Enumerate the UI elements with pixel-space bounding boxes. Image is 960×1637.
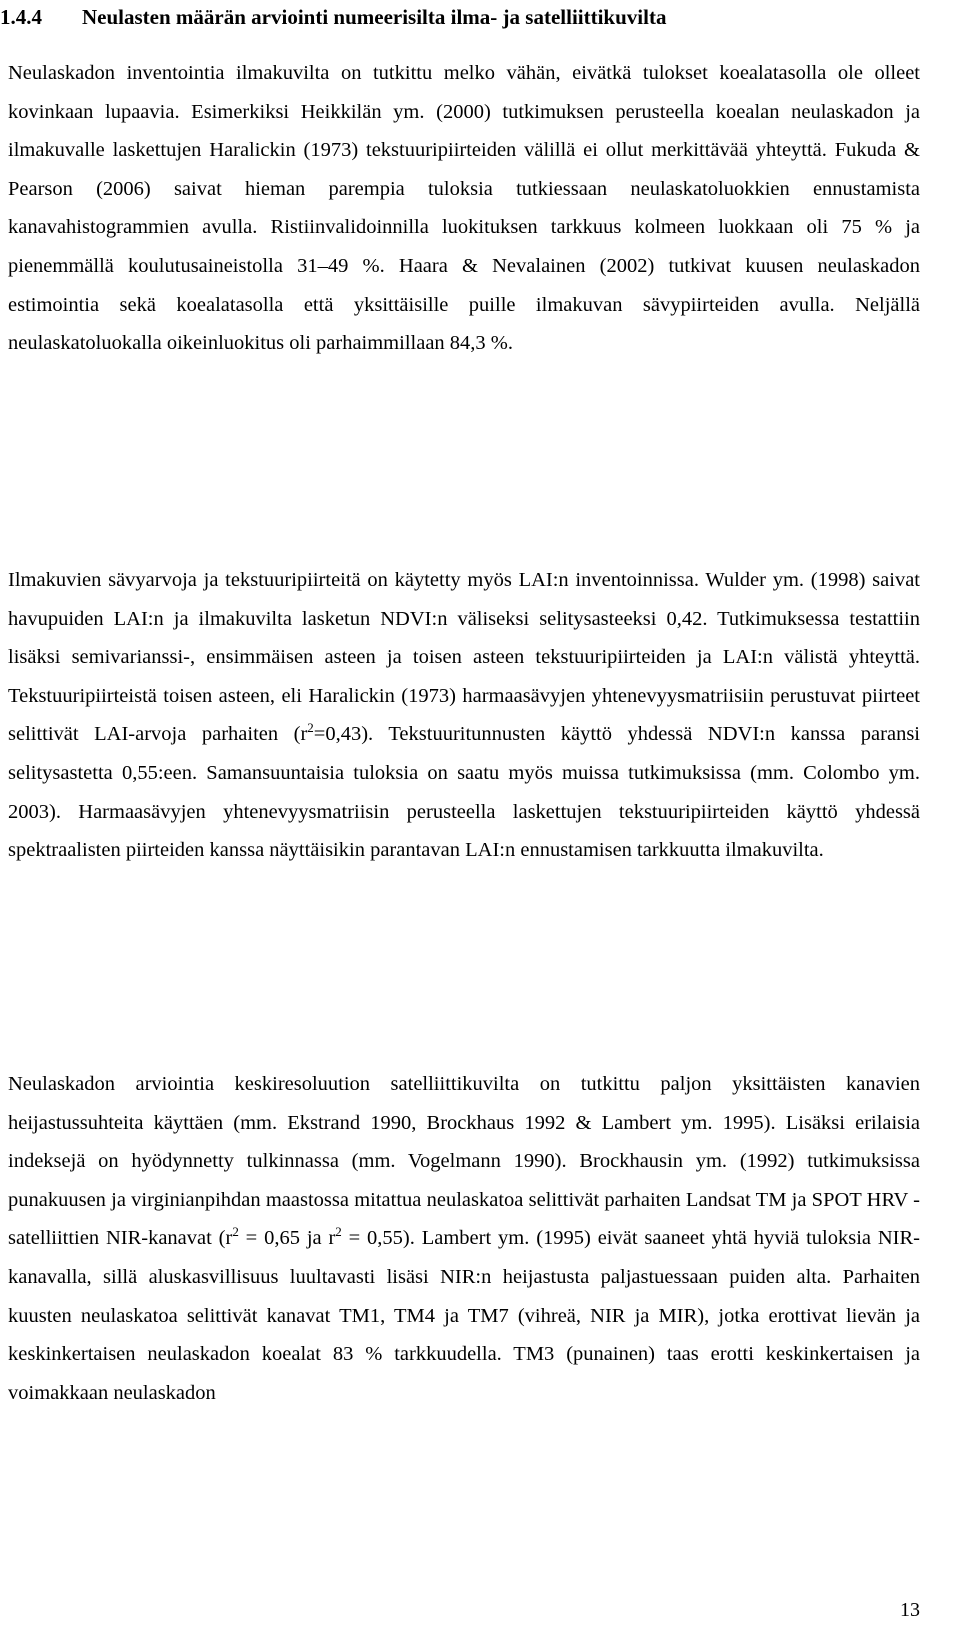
paragraph-3-part-c: = 0,55). Lambert ym. (1995) eivät saaneet yhtä hyviä tuloksia NIR-kanavalla, sillä aluskasvillisuus luultavasti lisäsi NIR:n heijastusta paljastuessaan puiden alta. Parhaiten kuusten neulaskatoa selittivät kanavat TM1, TM4 ja TM7 (vihreä, NIR ja MIR), jotka erottivat lievän ja keskinkertaisen neulaskadon koealat 83 % tarkkuudella. TM3 (punainen) taas erotti keskinkertaisen ja voimakkaan neulaskadon (8, 1227, 920, 1404)
superscript-2: 2 (335, 1224, 342, 1240)
paragraph-2-part-b: =0,43). Tekstuuritunnusten käyttö yhdessä NDVI:n kanssa paransi selitysastetta 0,55:een. Samansuuntaisia tuloksia on saatu myös muissa tutkimuksissa (mm. Colombo ym. 2003). Harmaasävyjen yhtenevyysmatriisin perusteella laskettujen tekstuuripiirteiden käyttö yhdessä spektraalisten piirteiden kanssa näyttäisikin parantavan LAI:n ennustamisen tarkkuutta ilmakuvilta. (8, 723, 920, 862)
section-heading (0, 3, 920, 31)
section-number: 1.4.4 (0, 5, 42, 29)
page-number: 13 (900, 1599, 920, 1621)
section-title: Neulasten määrän arviointi numeerisilta ilma- ja satelliittikuvilta (82, 5, 667, 29)
superscript-2: 2 (232, 1224, 239, 1240)
paragraph-3-part-a: Neulaskadon arviointia keskiresoluution satelliittikuvilta on tutkittu paljon yksittäisten kanavien heijastussuhteita käyttäen (mm. Ekstrand 1990, Brockhaus 1992 & Lambert ym. 1995). Lisäksi erilaisia indeksejä on hyödynnetty tulkinnassa (mm. Vogelmann 1990). Brockhausin ym. (1992) tutkimuksissa punakuusen ja virginianpihdan maastossa mitattua neulaskatoa selittivät parhaiten Landsat TM ja SPOT HRV -satelliittien NIR-kanavat (r (8, 1073, 920, 1250)
paragraph-3 (8, 1065, 920, 1412)
superscript-2: 2 (307, 720, 314, 736)
paragraph-1: Neulaskadon inventointia ilmakuvilta on tutkittu melko vähän, eivätkä tulokset koealatasolla ole olleet kovinkaan lupaavia. Esimerkiksi Heikkilän ym. (2000) tutkimuksen perusteella koealan neulaskadon ja ilmakuvalle laskettujen Haralickin (1973) tekstuuripiirteiden välillä ei ollut merkittävää yhteyttä. Fukuda & Pearson (2006) saivat hieman parempia tuloksia tutkiessaan neulaskatoluokkien ennustamista kanavahistogrammien avulla. Ristiinvalidoinnilla luokituksen tarkkuus kolmeen luokkaan oli 75 % ja pienemmällä koulutusaineistolla 31–49 %. Haara & Nevalainen (2002) tutkivat kuusen neulaskadon estimointia sekä koealatasolla että yksittäisille puille ilmakuvan sävypiirteiden avulla. Neljällä neulaskatoluokalla oikeinluokitus oli parhaimmillaan 84,3 %. (8, 62, 920, 355)
paragraph-3-part-b: = 0,65 ja r (238, 1227, 336, 1250)
paragraph-2-part-a: Ilmakuvien sävyarvoja ja tekstuuripiirteitä on käytetty myös LAI:n inventoinnissa. Wulder ym. (1998) saivat havupuiden LAI:n ja ilmakuvilta lasketun NDVI:n väliseksi selitysasteeksi 0,42. Tutkimuksessa testattiin lisäksi semivarianssi-, ensimmäisen asteen ja toisen asteen tekstuuripiirteiden ja LAI:n välistä yhteyttä. Tekstuuripiirteistä toisen asteen, eli Haralickin (1973) harmaasävyjen yhtenevyysmatriisiin perustuvat piirteet selittivät LAI-arvoja parhaiten (r (8, 569, 920, 746)
paragraph-2 (8, 561, 920, 870)
